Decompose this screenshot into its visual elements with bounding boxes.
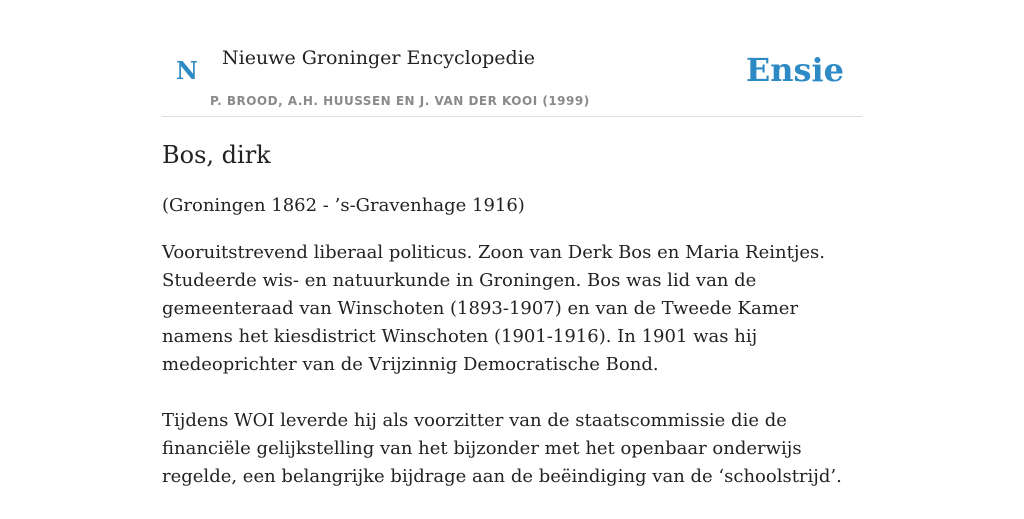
ensie-brand-logo[interactable]: Ensie — [745, 51, 844, 89]
entry-body — [162, 239, 862, 519]
publication-logo: N — [176, 56, 198, 85]
body-paragraph: Vooruitstrevend liberaal politicus. Zoon van Derk Bos en Maria Reintjes. Studeerde wis- en natuurkunde in Groningen. Bos was lid van de gemeenteraad van Winschoten (1893-1907) en van de Tweede Kamer namens het kiesdistrict Winschoten (1901-1916). In 1901 was hij medeoprichter van de Vrijzinnig Democratische Bond. — [162, 242, 826, 375]
body-paragraph: Tijdens WOI leverde hij als voorzitter van de staatscommissie die de financiële gelijkstelling van het bijzonder met het openbaar onderwijs regelde, een belangrijke bijdrage aan de beëindiging van de ‘schoolstrijd’. — [162, 410, 842, 487]
encyclopedia-card — [162, 0, 862, 512]
card-header — [162, 0, 862, 117]
entry-title: Bos, dirk — [162, 141, 271, 169]
publication-title[interactable]: Nieuwe Groninger Encyclopedie — [222, 47, 536, 69]
entry-dates: (Groningen 1862 - ’s-Gravenhage 1916) — [162, 195, 525, 216]
publication-authors: P. BROOD, A.H. HUUSSEN EN J. VAN DER KOOI (1999) — [210, 94, 590, 108]
